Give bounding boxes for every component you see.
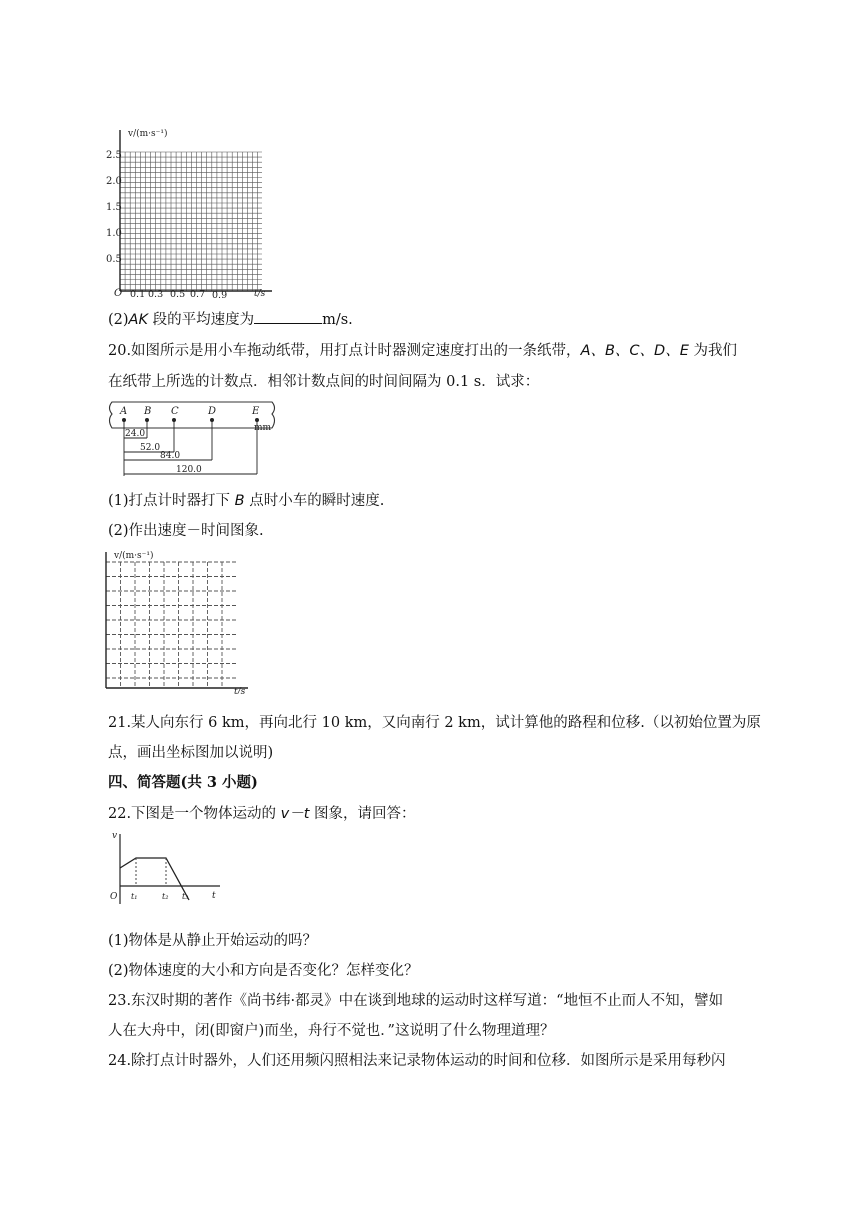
y-tick: 2.0: [106, 176, 122, 187]
q21-line1: 21.某人向东行 6 km，再向北行 10 km，又向南行 2 km，试计算他的路程和位移.（以初始位置为原: [108, 715, 761, 731]
y-tick: 0.5: [106, 254, 122, 265]
origin-label: O: [110, 892, 118, 902]
dashed-grid-lines: [106, 562, 236, 688]
q23-line2: 人在大舟中，闭(即窗户)而坐，舟行不觉也．”这说明了什么物理道理？: [108, 1023, 555, 1039]
distance-label: 52.0: [140, 443, 161, 453]
point-label: B: [144, 406, 152, 417]
paper-tape-figure: [104, 398, 282, 480]
vt-graph-figure: [104, 828, 224, 910]
q23-line1: 23.东汉时期的著作《尚书纬·都灵》中在谈到地球的运动时这样写道：“地恒不止而人不知，譬如: [108, 993, 724, 1009]
x-tick: 0.9: [212, 290, 228, 301]
q19-2-unit: m/s.: [322, 312, 353, 328]
x-axis-label: t/s: [234, 687, 246, 694]
point-label: A: [120, 406, 128, 417]
y-axis-label: v/(m·s⁻¹): [128, 129, 168, 139]
origin-label: O: [114, 288, 123, 299]
tape-unit: mm: [254, 423, 272, 433]
q20-sub2: (2)作出速度－时间图象.: [108, 523, 264, 539]
q20-sub1-end: 点时小车的瞬时速度.: [244, 493, 385, 509]
x-axis-label: t: [212, 891, 216, 901]
y-tick: 1.0: [106, 228, 122, 239]
x-tick: 0.1: [130, 289, 146, 300]
q19-2-prefix: (2): [108, 312, 129, 328]
q20-text-end: 为我们: [688, 343, 737, 359]
t3-label: t₃: [182, 892, 189, 901]
t1-label: t₁: [131, 892, 138, 901]
q22-pre: 22.下图是一个物体运动的: [108, 806, 281, 822]
q20-sub1-text: (1)打点计时器打下: [108, 493, 235, 509]
q20-text: 20.如图所示是用小车拖动纸带，用打点计时器测定速度打出的一条纸带，: [108, 343, 581, 359]
distance-label: 24.0: [125, 429, 146, 439]
y-tick: 1.5: [106, 202, 122, 213]
section-heading: 四、简答题(共 3 小题): [108, 774, 258, 791]
y-axis-label: v/(m·s⁻¹): [114, 551, 154, 561]
distance-label: 120.0: [176, 465, 202, 475]
answer-blank[interactable]: [254, 310, 322, 324]
point-label: D: [208, 406, 217, 417]
q22-sub2: (2)物体速度的大小和方向是否变化？怎样变化？: [108, 963, 419, 979]
q22-post: 图象，请回答：: [309, 806, 416, 822]
q21-line2: 点，画出坐标图加以说明): [108, 745, 274, 761]
q20-sub1: [108, 491, 384, 511]
vt-grid-figure: [100, 126, 280, 302]
x-tick: 0.5: [170, 289, 186, 300]
q20-line1: [108, 341, 737, 361]
x-axis-label: t/s: [254, 289, 266, 299]
q22-text: [108, 804, 416, 824]
grid-lines: [120, 152, 262, 291]
point-b: B: [234, 493, 245, 509]
y-axis-label: v: [112, 831, 118, 841]
point-label: C: [171, 406, 179, 417]
q22-sub1: (1)物体是从静止开始运动的吗？: [108, 933, 318, 949]
point-label: E: [252, 406, 260, 417]
q24-line1: 24.除打点计时器外，人们还用频闪照相法来记录物体运动的时间和位移．如图所示是采用每秒闪: [108, 1053, 726, 1069]
dashed-grid-figure: [100, 548, 256, 694]
distance-label: 84.0: [160, 451, 181, 461]
q19-part2: [108, 310, 353, 330]
x-tick: 0.7: [190, 289, 206, 300]
t2-label: t₂: [162, 892, 169, 901]
vt-symbol: v－t: [280, 806, 310, 822]
q20-line2: 在纸带上所选的计数点．相邻计数点间的时间间隔为 0.1 s．试求：: [108, 374, 540, 390]
y-tick: 2.5: [106, 150, 122, 161]
q20-points: A、B、C、D、E: [580, 343, 689, 359]
x-tick: 0.3: [148, 289, 164, 300]
segment-ak: AK: [128, 312, 148, 328]
tape-strip: [110, 402, 275, 428]
q19-2-text: 段的平均速度为: [147, 312, 255, 328]
